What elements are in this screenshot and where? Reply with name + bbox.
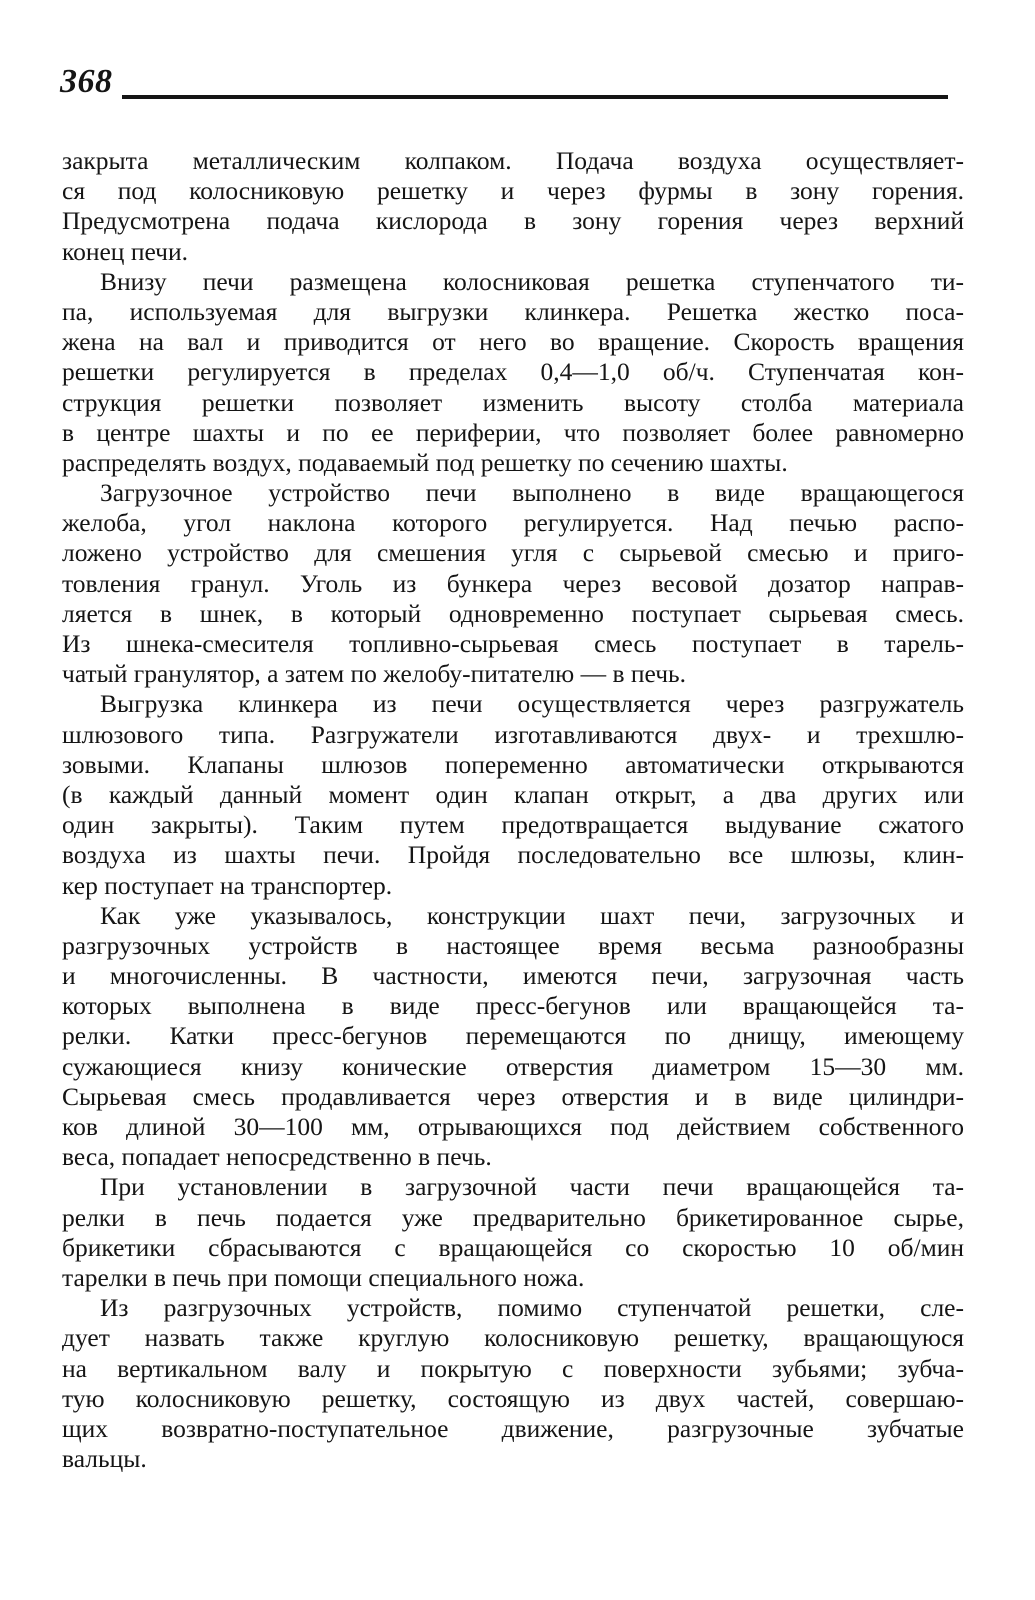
text-line: ляется в шнек, в который одновременно поступает сырьевая смесь. [62, 598, 964, 628]
text-line: воздуха из шахты печи. Пройдя последовательно все шлюзы, клин- [62, 840, 964, 870]
page-number: 368 [60, 63, 113, 100]
paragraph [62, 267, 964, 478]
text-line: чатый гранулятор, а затем по желобу-питателю — в печь. [62, 659, 687, 689]
text-line: кер поступает на транспортер. [62, 870, 393, 900]
text-line: и многочисленны. В частности, имеются печи, загрузочная часть [62, 961, 964, 991]
text-line: (в каждый данный момент один клапан открыт, а два других или [62, 779, 964, 809]
text-line: Загрузочное устройство печи выполнено в виде вращающегося [100, 478, 964, 508]
text-line: конец печи. [62, 236, 189, 266]
text-line: разгрузочных устройств в настоящее время весьма разнообразны [62, 930, 964, 960]
text-line: ков длиной 30—100 мм, отрывающихся под действием собственного [62, 1112, 964, 1141]
text-line: тарелки в печь при помощи специального ножа. [62, 1262, 585, 1292]
text-line: распределять воздух, подаваемый под решетку по сечению шахты. [62, 447, 788, 477]
paragraph [62, 1293, 964, 1474]
text-line: релки в печь подается уже предварительно брикетированное сырье, [62, 1202, 964, 1232]
text-line: жена на вал и приводится от него во вращение. Скорость вращения [62, 327, 964, 357]
text-line: Внизу печи размещена колосниковая решетка ступенчатого ти- [100, 266, 964, 296]
paragraph [62, 478, 964, 689]
text-line: Сырьевая смесь продавливается через отверстия и в виде цилиндри- [62, 1081, 964, 1111]
text-line: струкция решетки позволяет изменить высоту столба материала [62, 387, 964, 417]
paragraph [62, 901, 964, 1173]
text-line: Предусмотрена подача кислорода в зону горения через верхний [62, 206, 964, 236]
text-line: решетки регулируется в пределах 0,4—1,0 об/ч. Ступенчатая кон- [62, 357, 964, 387]
text-line: При установлении в загрузочной части печи вращающейся та- [100, 1172, 964, 1202]
body-text [62, 146, 964, 1474]
text-line: желоба, угол наклона которого регулируется. Над печью распо- [62, 508, 964, 538]
text-line: Выгрузка клинкера из печи осуществляется через разгружатель [100, 689, 964, 719]
text-line: вальцы. [62, 1444, 147, 1474]
text-line: сужающиеся книзу конические отверстия диаметром 15—30 мм. [62, 1051, 964, 1081]
text-line: Как уже указывалось, конструкции шахт печи, загрузочных и [100, 900, 964, 930]
text-line: на вертикальном валу и покрытую с поверхности зубьями; зубча- [62, 1353, 964, 1383]
paragraph [62, 689, 964, 900]
text-line: в центре шахты и по ее периферии, что позволяет более равномерно [62, 417, 964, 447]
text-line: Из шнека-смесителя топливно-сырьевая смесь поступает в тарель- [62, 629, 964, 658]
text-line: брикетики сбрасываются с вращающейся со скоростью 10 об/мин [62, 1232, 964, 1262]
text-line: один закрыты). Таким путем предотвращается выдувание сжатого [62, 810, 964, 840]
text-line: дует назвать также круглую колосниковую решетку, вращающуюся [62, 1323, 964, 1353]
text-line: которых выполнена в виде пресс-бегунов или вращающейся та- [62, 991, 964, 1021]
text-line: ся под колосниковую решетку и через фурмы в зону горения. [62, 176, 964, 206]
paragraph [62, 146, 964, 267]
text-line: закрыта металлическим колпаком. Подача воздуха осуществляет- [62, 146, 964, 175]
text-line: ложено устройство для смешения угля с сырьевой смесью и приго- [62, 538, 964, 568]
text-line: тую колосниковую решетку, состоящую из двух частей, совершаю- [62, 1383, 964, 1413]
text-line: Из разгрузочных устройств, помимо ступенчатой решетки, сле- [100, 1293, 964, 1323]
text-line: шлюзового типа. Разгружатели изготавливаются двух- и трехшлю- [62, 719, 964, 749]
text-line: па, используемая для выгрузки клинкера. Решетка жестко поса- [62, 296, 964, 326]
text-line: веса, попадает непосредственно в печь. [62, 1142, 492, 1172]
text-line: зовыми. Клапаны шлюзов попеременно автоматически открываются [62, 749, 964, 779]
text-line: товления гранул. Уголь из бункера через весовой дозатор направ- [62, 568, 964, 598]
header-rule [122, 95, 948, 99]
text-line: щих возвратно-поступательное движение, разгрузочные зубчатые [62, 1413, 964, 1443]
page-header [60, 62, 948, 106]
paragraph [62, 1172, 964, 1293]
text-line: релки. Катки пресс-бегунов перемещаются по днищу, имеющему [62, 1021, 964, 1051]
